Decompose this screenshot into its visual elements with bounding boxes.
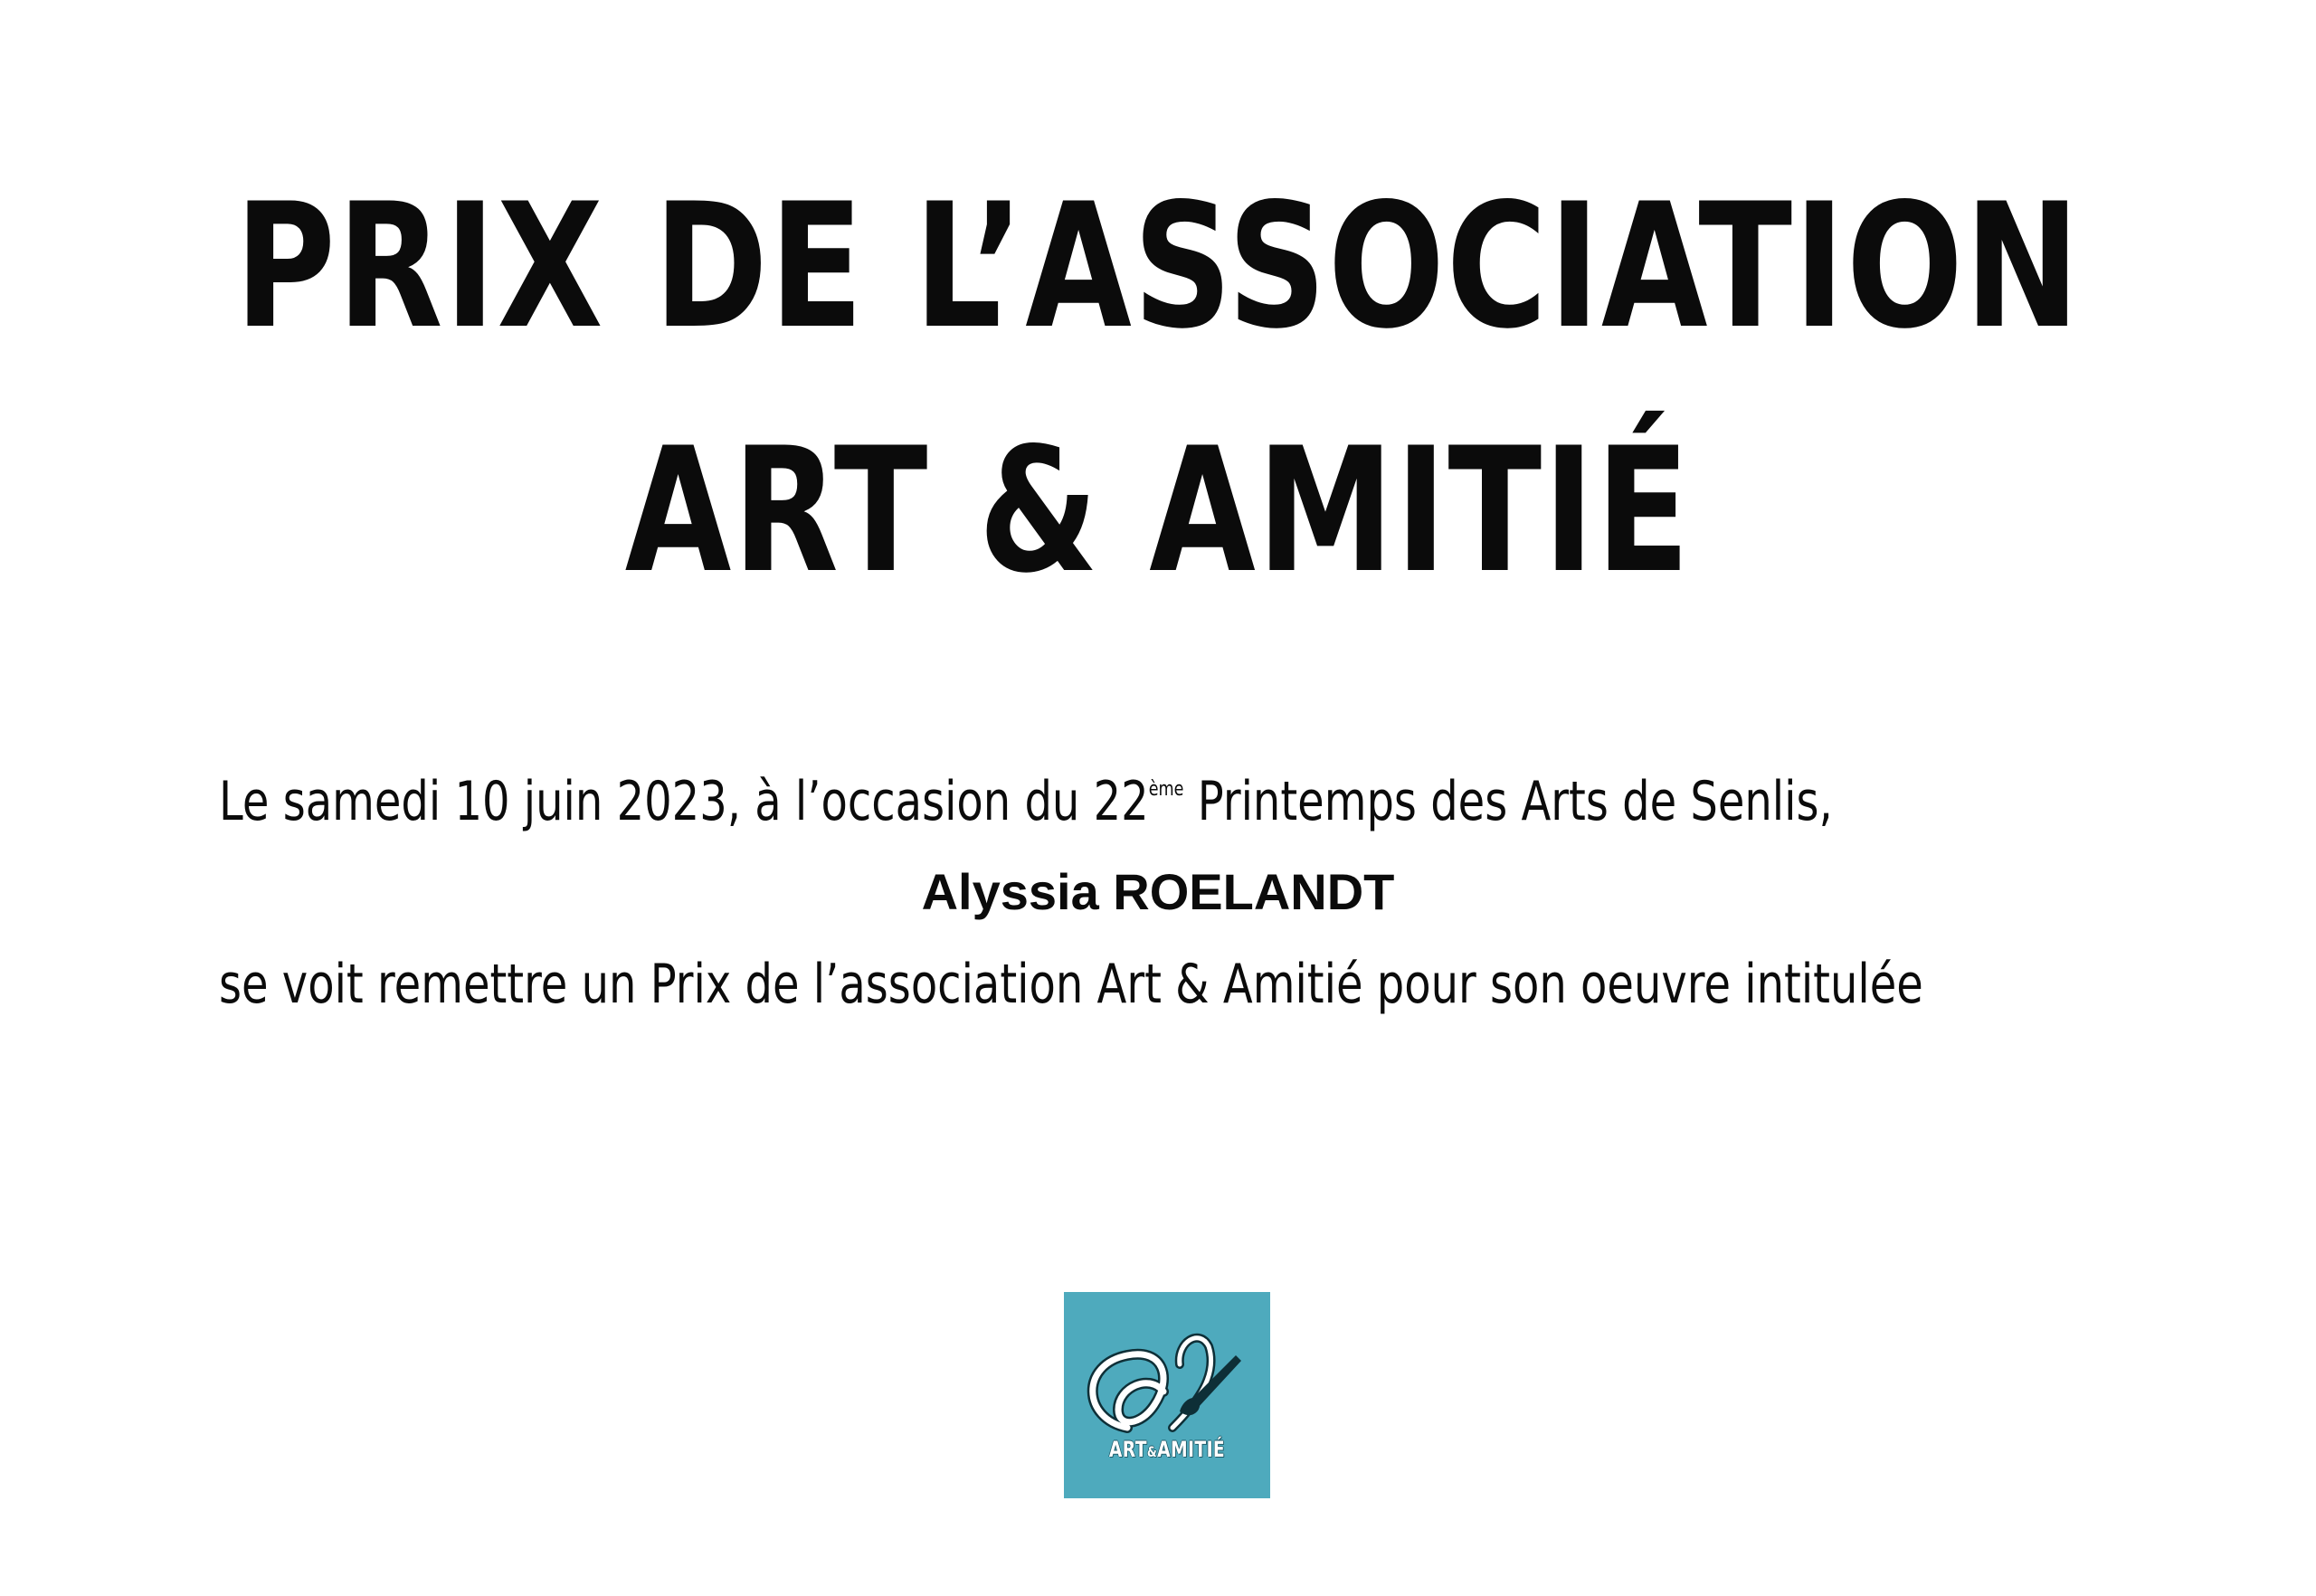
award-description-line: se voit remettre un Prix de l’association Art & Amitié pour son oeuvre intitulée xyxy=(219,953,1923,1016)
logo-text-right: AMITIÉ xyxy=(1157,1437,1226,1462)
logo-text-left: ART xyxy=(1108,1437,1147,1462)
laureate-name: Alyssia ROELANDT xyxy=(921,863,1395,920)
association-logo xyxy=(1064,1292,1270,1498)
award-date-text: Le samedi 10 juin 2023, à l’occasion du 22 xyxy=(219,770,1149,833)
logo-text-amp: & xyxy=(1146,1443,1158,1460)
award-date-line xyxy=(219,770,1833,833)
title-line-2: ART & AMITIÉ xyxy=(624,411,1692,611)
ordinal-suffix: ème xyxy=(1148,778,1184,801)
title-line-1: PRIX DE L’ASSOCIATION xyxy=(234,166,2082,366)
paintbrush-swirl-icon xyxy=(1064,1292,1270,1498)
logo-wordmark xyxy=(1087,1437,1248,1462)
event-name-text: Printemps des Arts de Senlis, xyxy=(1183,770,1833,833)
